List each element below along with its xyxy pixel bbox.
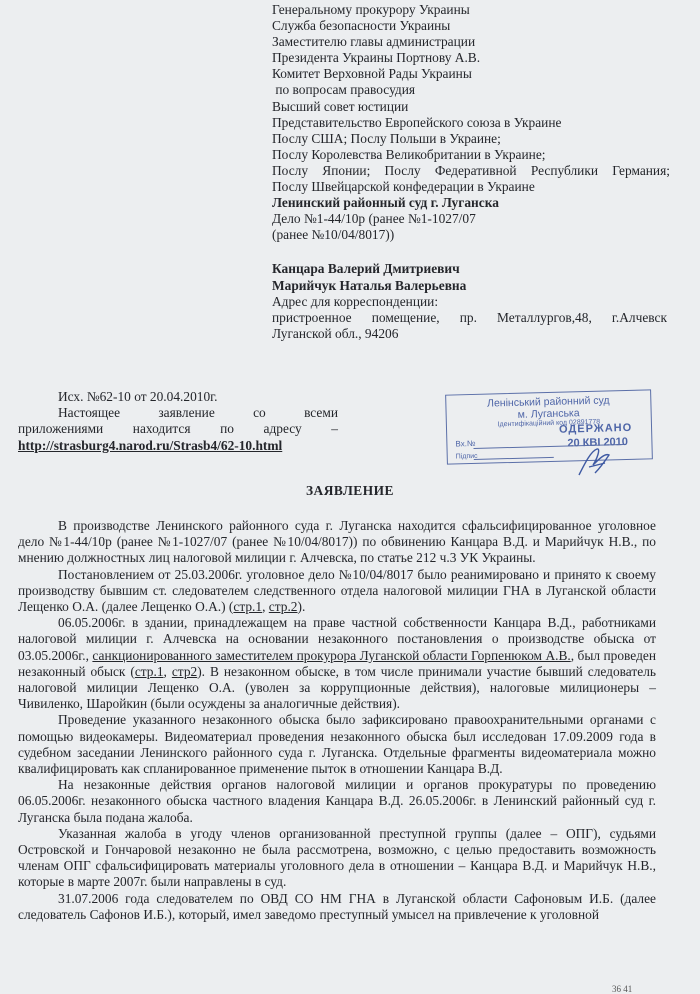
word: – bbox=[331, 421, 338, 437]
page-number: 36 41 bbox=[612, 984, 633, 994]
case-number-previous: (ранее №10/04/8017)) bbox=[272, 227, 395, 243]
sender-block bbox=[272, 261, 692, 341]
signature-icon bbox=[575, 445, 615, 479]
stamp-sign-label: Підпис bbox=[455, 452, 478, 461]
address-line: Луганской обл., 94206 bbox=[272, 325, 399, 341]
word: Металлургов,48, bbox=[497, 309, 592, 325]
word: Федеративной bbox=[434, 162, 517, 178]
ref-line bbox=[18, 405, 338, 421]
page-link[interactable]: стр.1 bbox=[233, 599, 263, 615]
sender-name: Канцара Валерий Дмитриевич bbox=[272, 261, 460, 277]
word: Германия; bbox=[612, 162, 670, 178]
word: Послу bbox=[272, 162, 309, 178]
word: Послу bbox=[384, 162, 421, 178]
paragraph: 06.05.2006г. в здании, принадлежащем на праве частной собственности Канцара В.Д., работниками налоговой милиции г. Алчевска на основании незаконного постановления о производстве обыска от 03.05.2006г., санкционированного заместителем прокурора Луганской области Горпенюком А.В., был проведен незаконный обыск (стр.1, стр2). В незаконном обыске, в том числе принимали участие бывший следователь налоговой милиции Лещенко О.А. (уволен за коррупционные действия), налоговые милиционеры – Чивиленко, Шаройкин (были осуждены за аналогичные действия). bbox=[18, 615, 656, 712]
word: всеми bbox=[304, 405, 338, 421]
paragraph: Проведение указанного незаконного обыска было зафиксировано правоохранительными органами с помощью видеокамеры. Видеоматериал проведения незаконного обыска был исследован 17.09.2009 года в судебном заседании Ленинского районного суда г. Луганска. Отдельные фрагменты видеоматериала можно квалифицировать как спланированное применение пыток в отношении Канцара В.Д. bbox=[18, 712, 656, 777]
word: пр. bbox=[459, 309, 477, 325]
reference-block bbox=[18, 389, 338, 454]
page-link[interactable]: стр.2 bbox=[268, 599, 298, 615]
address-label: Адрес для корреспонденции: bbox=[272, 293, 439, 309]
page-link[interactable]: стр.1 bbox=[134, 663, 164, 679]
page-link[interactable]: стр2 bbox=[171, 663, 198, 679]
stamp-city: м. Луганська bbox=[517, 407, 580, 421]
ref-line bbox=[18, 421, 338, 437]
addressee-line: Послу Швейцарской конфедерации в Украине bbox=[272, 179, 535, 195]
word: находится bbox=[132, 421, 191, 437]
document-link[interactable]: http://strasburg4.narod.ru/Strasb4/62-10.html bbox=[18, 437, 283, 453]
stamp-date: 20 КВІ 2010 bbox=[567, 435, 629, 450]
addressee-line: Послу США; Послу Польши в Украине; bbox=[272, 130, 501, 146]
word: Настоящее bbox=[58, 405, 121, 421]
word: со bbox=[253, 405, 266, 421]
addressee-line: Генеральному прокурору Украины bbox=[272, 2, 470, 17]
addressee-block bbox=[272, 2, 692, 342]
addressee-line: Представительство Европейского союза в Украине bbox=[272, 114, 562, 130]
word: пристроенное bbox=[272, 309, 352, 325]
court-received-stamp bbox=[445, 389, 653, 464]
document-title: ЗАЯВЛЕНИЕ bbox=[305, 483, 394, 498]
paragraph: Указанная жалоба в угоду членов организованной преступной группы (далее – ОПГ), судьями Островской и Гончаровой незаконно не была рассмотрена, возможно, с целью предоставить возможность членам ОПГ сфальсифицировать материалы уголовного дела в отношении – Канцара В.Д. и Марийчук Н.В., которые в марте 2007г. были направлены в суд. bbox=[18, 825, 656, 890]
stamp-id-code: Ідентифікаційний код 02891778 bbox=[497, 418, 601, 429]
word: приложениями bbox=[18, 421, 104, 437]
stamp-in-label: Вх.№ bbox=[455, 438, 476, 449]
addressee-line: Служба безопасности Украины bbox=[272, 18, 451, 34]
document-body bbox=[18, 518, 656, 923]
addressee-line: Послу Королевства Великобритании в Украине; bbox=[272, 146, 546, 162]
outgoing-number: Исх. №62-10 от 20.04.2010г. bbox=[58, 389, 218, 404]
word: по bbox=[220, 421, 234, 437]
court-name: Ленинский районный суд г. Луганска bbox=[272, 195, 499, 211]
word: заявление bbox=[158, 405, 215, 421]
paragraph: Постановлением от 25.03.2006г. уголовное дело №10/04/8017 было реанимировано и принято к своему производству бывшим ст. следователем следственного отдела налоговой милиции ГНА в Луганской области Лещенко О.А. (далее Лещенко О.А.) (стр.1, стр.2). bbox=[18, 566, 656, 615]
case-number: Дело №1-44/10р (ранее №1-1027/07 bbox=[272, 211, 476, 227]
stamp-court-name: Ленінський районний суд bbox=[486, 394, 610, 410]
addressee-line: Комитет Верховной Рады Украины bbox=[272, 66, 472, 82]
addressee-line: Высший совет юстиции bbox=[272, 98, 409, 114]
paragraph: В производстве Ленинского районного суда г. Луганска находится сфальсифицированное уголовное дело №1-44/10р (ранее №1-1027/07 (ранее №10/04/8017)) по обвинению Канцара В.Д. и Марийчук Н.В., по мнению должностных лиц налоговой милиции г. Алчевска, по статье 212 ч.3 УК Украины. bbox=[18, 518, 656, 566]
addressee-line: по вопросам правосудия bbox=[272, 82, 416, 98]
paragraph: На незаконные действия органов налоговой милиции и органов прокуратуры по проведению 06.05.2006г. незаконного обыска частного владения Канцара В.Д. 26.05.2006г. в Ленинский районный суд г. Луганска была подана жалоба. bbox=[18, 777, 656, 825]
word: помещение, bbox=[371, 309, 440, 325]
word: г.Алчевск bbox=[611, 309, 667, 325]
addressee-line: Президента Украины Портнову А.В. bbox=[272, 50, 481, 66]
sender-name: Марийчук Наталья Валерьевна bbox=[272, 277, 467, 293]
word: Японии; bbox=[322, 162, 371, 178]
word: адресу bbox=[263, 421, 302, 437]
underlined-text: санкционированного заместителем прокурора Луганской области Горпенюком А.В. bbox=[92, 647, 571, 663]
stamp-received: ОДЕРЖАНО bbox=[558, 421, 633, 436]
paragraph: 31.07.2006 года следователем по ОВД СО НМ ГНА в Луганской области Сафоновым И.Б. (далее следователь Сафонов И.Б.), который, имел заведомо преступный умысел на привлечение к уголовной bbox=[18, 890, 656, 922]
address-line bbox=[272, 310, 667, 326]
addressee-line: Заместителю главы администрации bbox=[272, 34, 476, 50]
addressee-line-justified bbox=[272, 163, 670, 179]
word: Республики bbox=[530, 162, 599, 178]
